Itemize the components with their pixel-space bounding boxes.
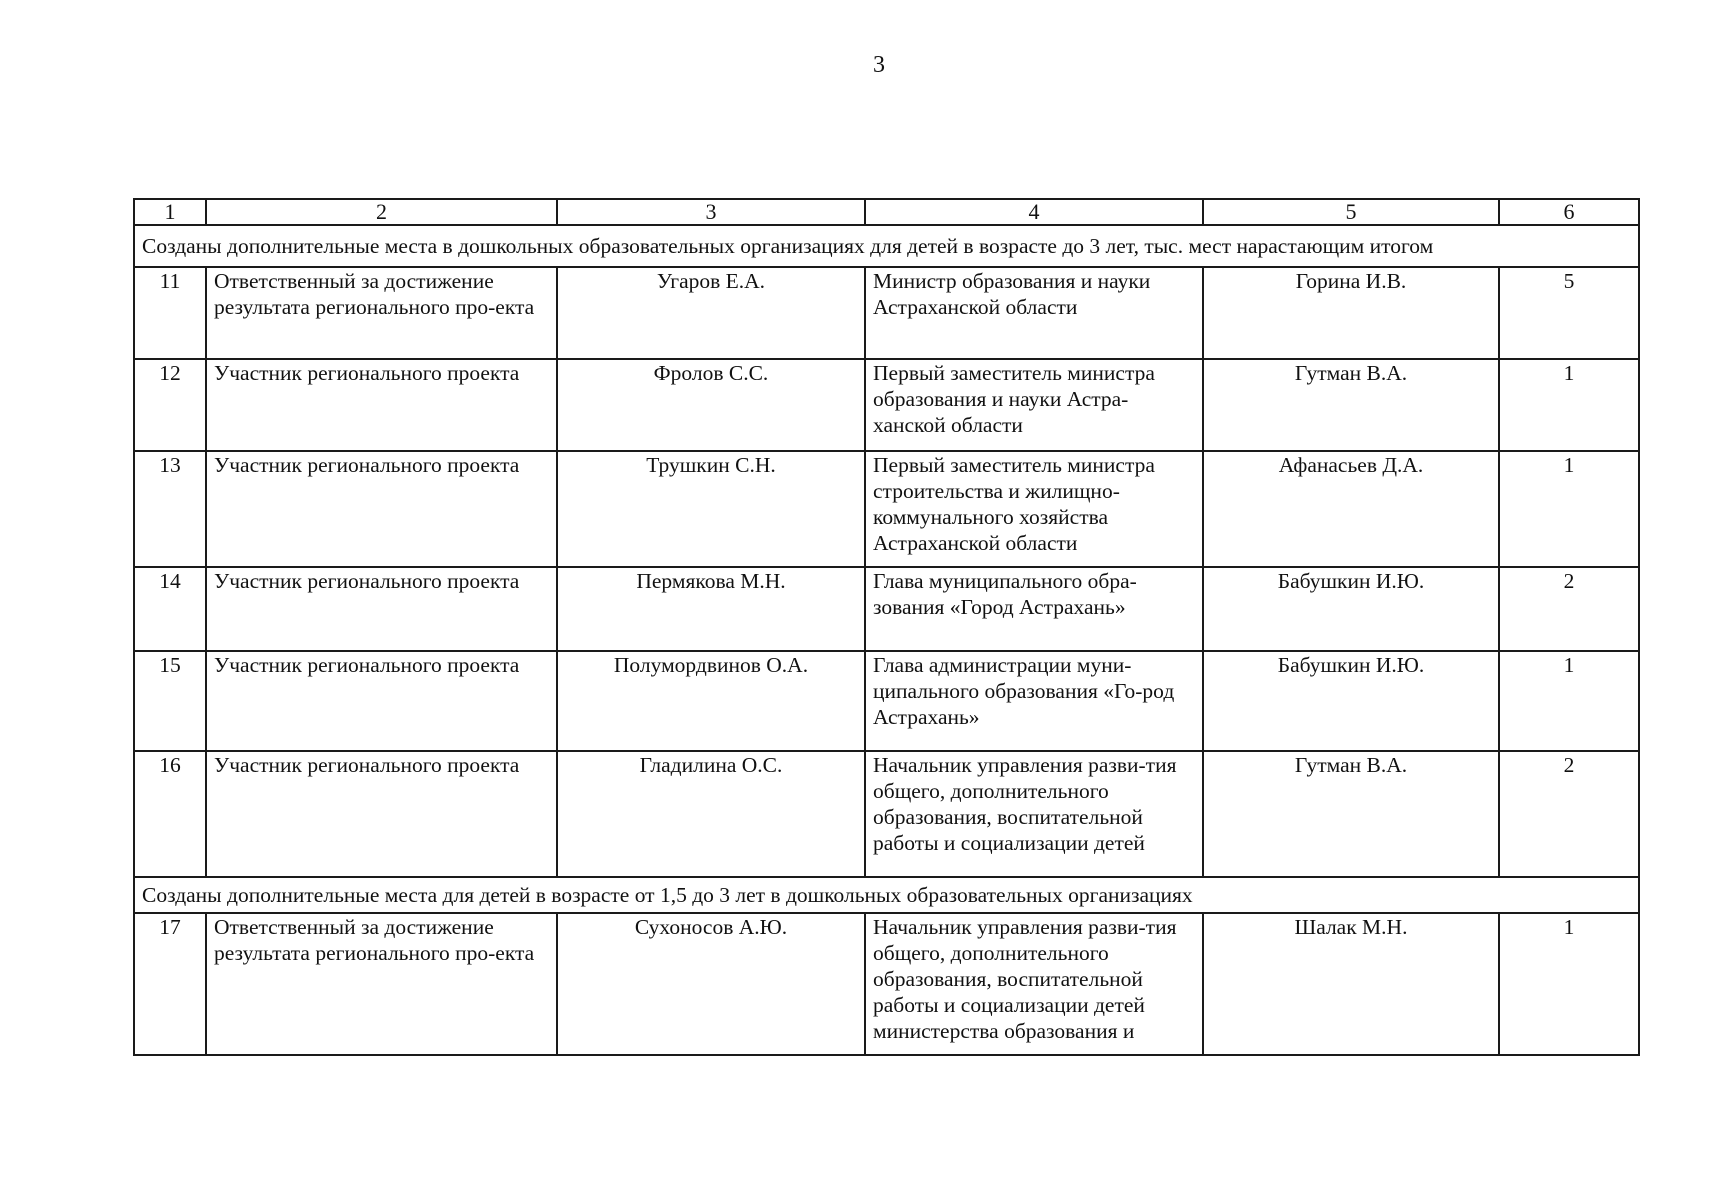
supervisor-cell: Бабушкин И.Ю. [1203, 567, 1499, 651]
position-cell: Начальник управления разви-тия общего, дополнительного образования, воспитательной работы и социализации детей [865, 751, 1203, 877]
supervisor-cell: Гутман В.А. [1203, 751, 1499, 877]
responsible-name-cell: Полумордвинов О.А. [557, 651, 865, 751]
supervisor-cell: Бабушкин И.Ю. [1203, 651, 1499, 751]
responsible-name-cell: Угаров Е.А. [557, 267, 865, 359]
section-title: Созданы дополнительные места в дошкольных образовательных организациях для детей в возрасте до 3 лет, тыс. мест нарастающим итогом [134, 225, 1639, 267]
role-cell: Ответственный за достижение результата регионального про-екта [206, 267, 557, 359]
position-cell: Первый заместитель министра образования и науки Астра-ханской области [865, 359, 1203, 451]
column-number: 2 [206, 199, 557, 225]
workload-cell: 2 [1499, 751, 1639, 877]
position-cell: Министр образования и науки Астраханской области [865, 267, 1203, 359]
role-cell: Участник регионального проекта [206, 451, 557, 567]
position-cell: Глава муниципального обра-зования «Город Астрахань» [865, 567, 1203, 651]
role-cell: Участник регионального проекта [206, 651, 557, 751]
workload-cell: 1 [1499, 913, 1639, 1055]
table-row [134, 567, 1639, 651]
position-cell: Первый заместитель министра строительства и жилищно-коммунального хозяйства Астраханской области [865, 451, 1203, 567]
role-cell: Ответственный за достижение результата регионального про-екта [206, 913, 557, 1055]
row-number: 12 [134, 359, 206, 451]
section-row [134, 877, 1639, 913]
position-cell: Глава администрации муни-ципального образования «Го-род Астрахань» [865, 651, 1203, 751]
table-row [134, 651, 1639, 751]
row-number: 16 [134, 751, 206, 877]
supervisor-cell: Шалак М.Н. [1203, 913, 1499, 1055]
table-row [134, 751, 1639, 877]
row-number: 11 [134, 267, 206, 359]
role-cell: Участник регионального проекта [206, 751, 557, 877]
column-number-row [134, 199, 1639, 225]
role-cell: Участник регионального проекта [206, 567, 557, 651]
table-row [134, 913, 1639, 1055]
responsible-name-cell: Фролов С.С. [557, 359, 865, 451]
workload-cell: 1 [1499, 451, 1639, 567]
table-row [134, 451, 1639, 567]
position-cell: Начальник управления разви-тия общего, дополнительного образования, воспитательной работы и социализации детей министерства образования и [865, 913, 1203, 1055]
table-row [134, 267, 1639, 359]
supervisor-cell: Горина И.В. [1203, 267, 1499, 359]
responsible-name-cell: Пермякова М.Н. [557, 567, 865, 651]
responsible-name-cell: Сухоносов А.Ю. [557, 913, 865, 1055]
page-number: 3 [873, 52, 885, 78]
workload-cell: 1 [1499, 359, 1639, 451]
row-number: 17 [134, 913, 206, 1055]
column-number: 6 [1499, 199, 1639, 225]
column-number: 3 [557, 199, 865, 225]
column-number: 5 [1203, 199, 1499, 225]
row-number: 13 [134, 451, 206, 567]
row-number: 15 [134, 651, 206, 751]
supervisor-cell: Афанасьев Д.А. [1203, 451, 1499, 567]
section-row [134, 225, 1639, 267]
responsible-name-cell: Гладилина О.С. [557, 751, 865, 877]
supervisor-cell: Гутман В.А. [1203, 359, 1499, 451]
column-number: 1 [134, 199, 206, 225]
column-number: 4 [865, 199, 1203, 225]
section-title: Созданы дополнительные места для детей в возрасте от 1,5 до 3 лет в дошкольных образовательных организациях [134, 877, 1639, 913]
responsibility-table [133, 198, 1640, 1056]
role-cell: Участник регионального проекта [206, 359, 557, 451]
workload-cell: 1 [1499, 651, 1639, 751]
row-number: 14 [134, 567, 206, 651]
workload-cell: 2 [1499, 567, 1639, 651]
workload-cell: 5 [1499, 267, 1639, 359]
table-row [134, 359, 1639, 451]
responsible-name-cell: Трушкин С.Н. [557, 451, 865, 567]
